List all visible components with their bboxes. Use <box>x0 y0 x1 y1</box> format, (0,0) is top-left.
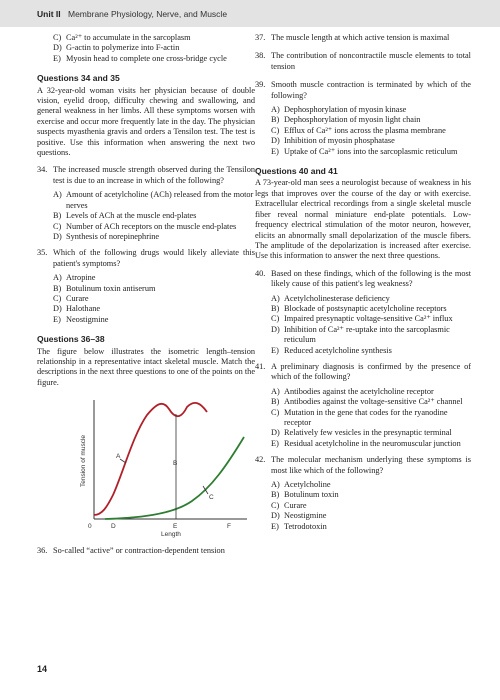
question-36: 36. So-called “active” or contraction-dependent tension <box>37 546 225 556</box>
case-paragraph: A 32-year-old woman visits her physician because of double vision, eyelid droop, difficulty chewing and swallowing, and general weakness in her limbs. All these symptoms worsen with exercise and occur more frequently late in the day. The physician suspects myasthenia gravis and orders a Tensilon test. The test is positive. Use this information when answering the next two questions. <box>37 85 255 158</box>
option-item: B) Botulinum toxin <box>271 490 339 500</box>
option-item: E) Tetrodotoxin <box>271 521 327 531</box>
case-paragraph: A 73-year-old man sees a neurologist because of weakness in his legs that improves over the course of the day or with exercise. Extracellular electrical recordings from a single skeletal muscle fiber reveal normal miniature end-plate potentials. Low-frequency electrical stimulation of the motor neuron, however, elicits an abnormally small depolarization of the muscle fibers. The amplitude of the depolarization is increased after exercise. Use this information to answer the next three questions. <box>255 178 471 261</box>
option-item: D) Synthesis of norepinephrine <box>53 231 160 241</box>
option-item: D) Halothane <box>53 304 101 314</box>
question-34-options <box>53 190 255 242</box>
option-item: D) G-actin to polymerize into F-actin <box>53 43 180 53</box>
option-item: C) Number of ACh receptors on the muscle end-plates <box>53 221 237 231</box>
question-41-options <box>271 387 471 449</box>
option-item: D) Relatively few vesicles in the presynaptic terminal <box>271 428 452 438</box>
question-37: 37. The muscle length at which active tension is maximal <box>255 33 450 42</box>
left-column <box>37 33 255 561</box>
option-item: A) Amount of acetylcholine (ACh) released from the motor nerves <box>53 190 254 210</box>
page-number: 14 <box>37 664 48 674</box>
x-axis-label: Length <box>161 531 181 539</box>
option-item: C) Curare <box>271 500 307 510</box>
option-item: E) Myosin head to complete one cross-bridge cycle <box>53 53 227 63</box>
question-39-options <box>271 105 471 157</box>
y-axis-label: Tension of muscle <box>80 435 87 488</box>
option-item: B) Blockade of postsynaptic acetylcholine receptors <box>271 303 447 313</box>
option-item: C) Ca²⁺ to accumulate in the sarcoplasm <box>53 33 191 42</box>
option-item: A) Acetylcholinesterase deficiency <box>271 293 390 303</box>
option-item: E) Reduced acetylcholine synthesis <box>271 345 392 355</box>
figure-intro-paragraph: The figure below illustrates the isometric length–tension relationship in a representative intact skeletal muscle. Match the descriptions in the next three questions to one of the points on the figure. <box>37 346 255 387</box>
option-item: C) Efflux of Ca²⁺ ions across the plasma membrane <box>271 125 446 135</box>
point-label-c: C <box>209 494 214 502</box>
option-item: D) Inhibition of myosin phosphatase <box>271 136 395 146</box>
point-label-a: A <box>116 453 121 461</box>
right-column <box>255 33 471 538</box>
length-tension-figure <box>37 395 255 540</box>
question-38: 38. The contribution of noncontractile muscle elements to total tension <box>255 51 471 71</box>
question-39: 39. Smooth muscle contraction is terminated by which of the following? <box>255 80 471 100</box>
option-item: B) Antibodies against the voltage-sensitive Ca²⁺ channel <box>271 397 463 407</box>
question-40: 40. Based on these findings, which of the following is the most likely cause of this patient's leg weakness? <box>255 268 471 289</box>
option-item: B) Botulinum toxin antiserum <box>53 283 156 293</box>
section-heading: Questions 34 and 35 <box>37 73 120 84</box>
question-35-options <box>53 273 255 325</box>
option-item: D) Inhibition of Ca²⁺ re-uptake into the sarcoplasmic reticulum <box>271 324 450 345</box>
question-35: 35. Which of the following drugs would likely alleviate this patient's symptoms? <box>37 248 255 268</box>
option-item: C) Mutation in the gene that codes for the ryanodine receptor <box>271 407 448 427</box>
tick-d: D <box>111 523 116 531</box>
passive-tension-curve <box>105 437 244 519</box>
question-41: 41. A preliminary diagnosis is confirmed by the presence of which of the following? <box>255 361 471 382</box>
length-tension-graph <box>37 395 255 540</box>
option-item: E) Uptake of Ca²⁺ ions into the sarcoplasmic reticulum <box>271 146 458 156</box>
option-item: B) Levels of ACh at the muscle end-plates <box>53 211 197 221</box>
question-40-options <box>271 294 471 356</box>
option-item: A) Antibodies against the acetylcholine receptor <box>271 386 434 396</box>
tick-e: E <box>173 523 178 531</box>
option-item: A) Acetylcholine <box>271 480 331 490</box>
question-42: 42. The molecular mechanism underlying these symptoms is most like which of the following? <box>255 455 471 475</box>
section-heading: Questions 40 and 41 <box>255 166 338 177</box>
question-42-options <box>271 480 471 532</box>
option-item: A) Dephosphorylation of myosin kinase <box>271 105 407 115</box>
unit-label: Unit II <box>37 9 61 19</box>
option-item: E) Neostigmine <box>53 314 109 324</box>
tick-origin: 0 <box>88 523 92 531</box>
option-item: C) Impaired presynaptic voltage-sensitive Ca²⁺ influx <box>271 314 453 324</box>
question-34: 34. The increased muscle strength observed during the Tensilon test is due to an increase in which of the following? <box>37 165 255 185</box>
tick-f: F <box>227 523 231 531</box>
option-item: B) Dephosphorylation of myosin light chain <box>271 115 421 125</box>
option-item: D) Neostigmine <box>271 511 327 521</box>
chapter-title: Membrane Physiology, Nerve, and Muscle <box>68 9 228 19</box>
option-item: C) Curare <box>53 293 89 303</box>
option-item: A) Atropine <box>53 273 96 283</box>
section-heading: Questions 36–38 <box>37 334 105 345</box>
active-tension-curve <box>94 403 207 515</box>
q33-options-continued <box>53 33 255 64</box>
option-item: E) Residual acetylcholine in the neuromuscular junction <box>271 438 461 448</box>
page-header <box>0 0 500 27</box>
point-label-b: B <box>173 460 178 468</box>
